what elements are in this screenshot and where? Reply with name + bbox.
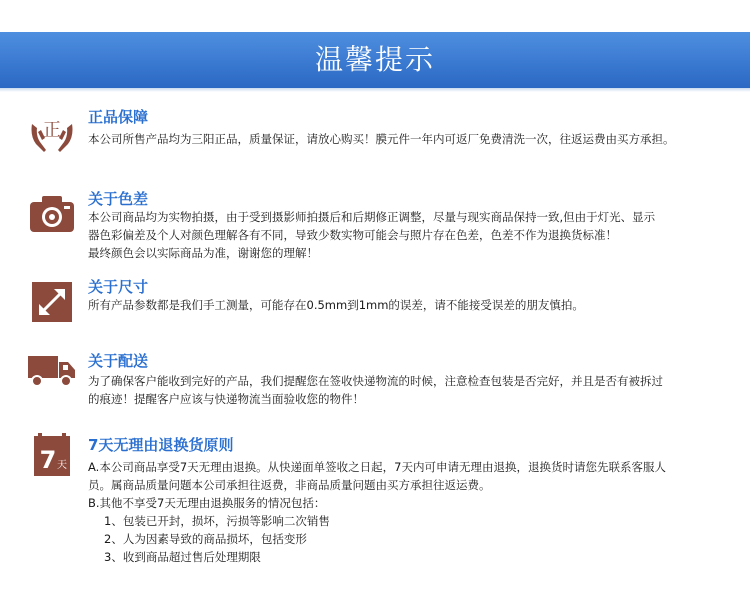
section-body [88, 130, 738, 148]
section-body [88, 208, 738, 262]
text-line: A.本公司商品享受7天无理由退换。从快递面单签收之日起，7天内可申请无理由退换，退换货时请您先联系客服人 [88, 460, 666, 474]
section-title: 关于尺寸 [88, 278, 149, 296]
text-line: 为了确保客户能收到完好的产品，我们提醒您在签收快递物流的时候，注意检查包装是否完好，并且是否有被拆过 [88, 374, 663, 388]
list-item: 2、人为因素导致的商品损坏，包括变形 [104, 532, 307, 546]
icon-char: 天 [57, 460, 67, 471]
section-body [88, 296, 738, 314]
seven-day-calendar-icon [28, 432, 76, 480]
text-line: 本公司所售产品均为三阳正品，质量保证，请放心购买！膜元件一年内可返厂免费清洗一次，往返运费由买方承担。 [88, 132, 675, 146]
icon-char: 正 [43, 120, 61, 141]
section-body [88, 458, 738, 566]
list-item: 3、收到商品超过售后处理期限 [104, 550, 261, 564]
text-line: 所有产品参数都是我们手工测量，可能存在0.5mm到1mm的误差，请不能接受误差的朋友慎拍。 [88, 298, 584, 312]
section-title: 正品保障 [88, 108, 149, 126]
camera-icon [28, 190, 76, 238]
text-line: 员。属商品质量问题本公司承担往返费，非商品质量问题由买方承担往返运费。 [88, 478, 491, 492]
section-title: 关于色差 [88, 190, 149, 208]
section-title: 关于配送 [88, 352, 149, 370]
header-banner [0, 32, 750, 88]
section-body [88, 372, 738, 408]
icon-char: 7 [39, 446, 57, 474]
banner-shadow [0, 88, 750, 92]
text-line: 的痕迹！提醒客户应该与快递物流当面验收您的物件！ [88, 392, 364, 406]
diagonal-arrow-size-icon [28, 278, 76, 326]
text-line: 最终颜色会以实际商品为准，谢谢您的理解！ [88, 246, 318, 260]
text-line: B.其他不享受7天无理由退换服务的情况包括： [88, 496, 326, 510]
section-title: 7天无理由退换货原则 [88, 436, 234, 454]
delivery-truck-icon [28, 348, 76, 396]
text-line: 器色彩偏差及个人对颜色理解各有不同，导致少数实物可能会与照片存在色差，色差不作为退换货标准！ [88, 228, 617, 242]
page-title: 温馨提示 [314, 43, 435, 76]
list-item: 1、包装已开封，损坏，污损等影响二次销售 [104, 514, 330, 528]
text-line: 本公司商品均为实物拍摄，由于受到摄影师拍摄后和后期修正调整，尽量与现实商品保持一致,但由于灯光、显示 [88, 210, 656, 224]
genuine-guarantee-hands-icon [28, 110, 76, 158]
